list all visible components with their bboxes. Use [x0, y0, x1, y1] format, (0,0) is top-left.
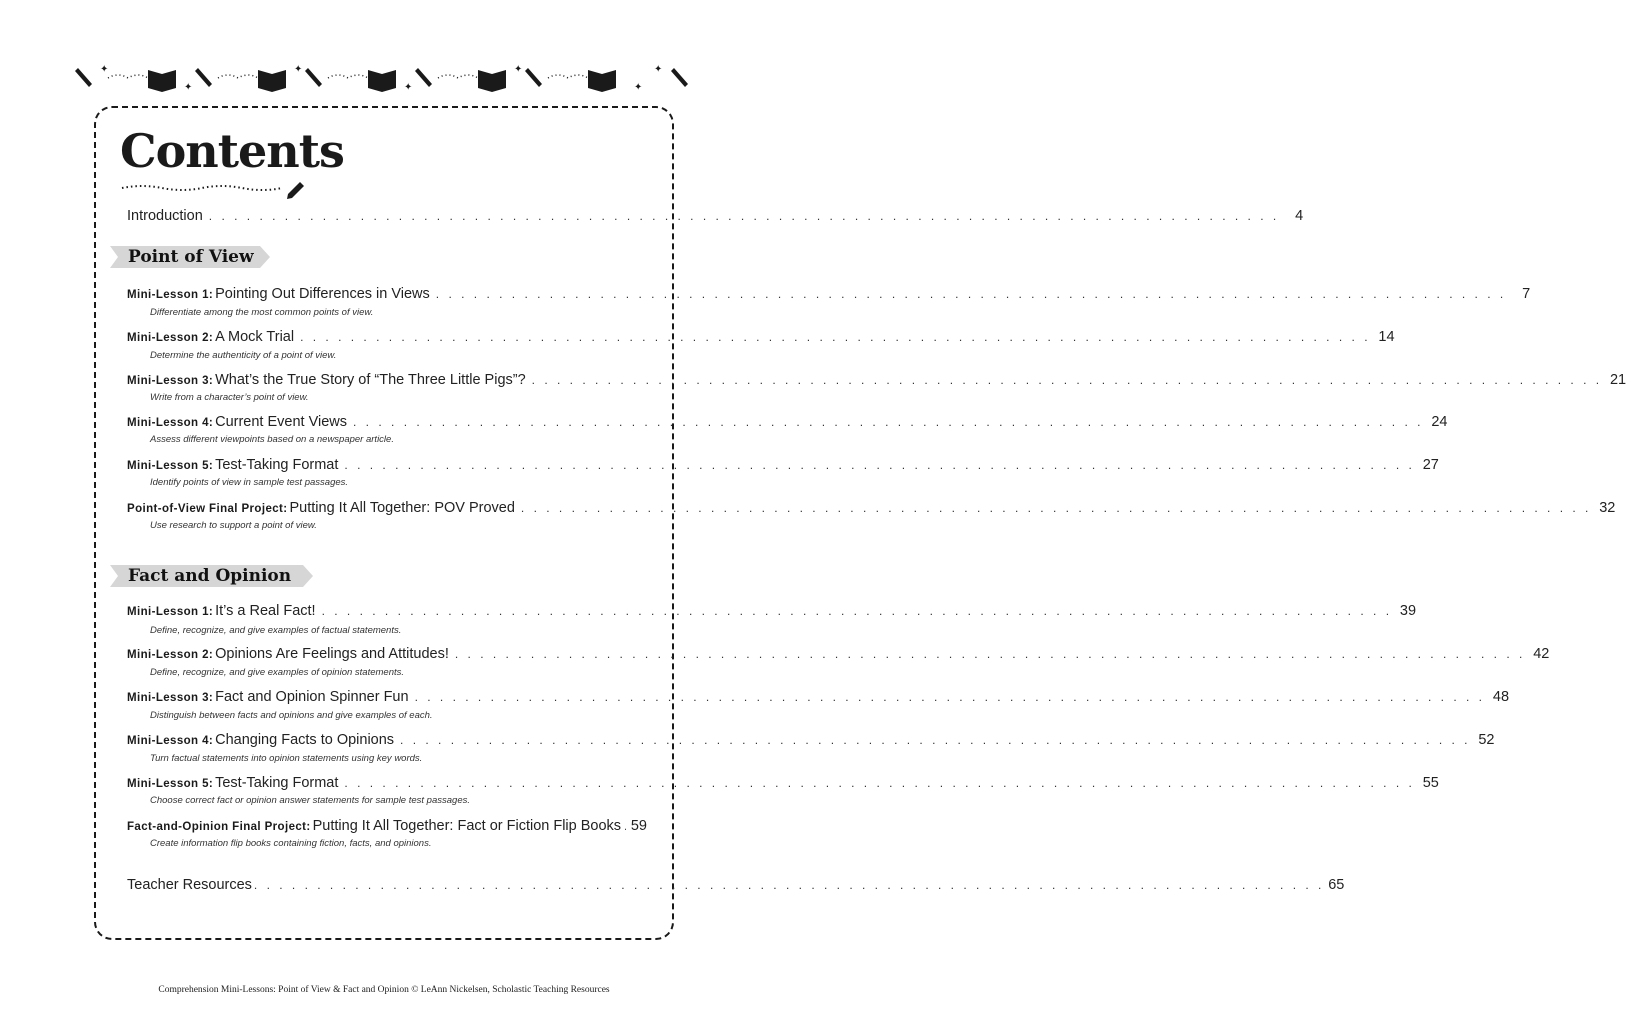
toc-row[interactable] [127, 646, 1550, 666]
toc-row-teacher-resources[interactable] [127, 877, 1345, 897]
toc-entry-title: Test-Taking Format [215, 457, 339, 473]
toc-row[interactable] [127, 414, 1448, 434]
pencil-icon [415, 68, 432, 87]
toc-entry-description: Distinguish between facts and opinions and give examples of each. [150, 710, 433, 721]
star-icon: ✦ [100, 64, 109, 75]
title-block [120, 124, 344, 208]
toc-entry-title: Putting It All Together: POV Proved [289, 500, 515, 516]
toc-row[interactable] [127, 818, 647, 838]
leader-dots: . . . . . . . . . . . . . . . . . . . . . . . . . . . . . . . . . . . . . . . . . . . . . . . . . . . . . . . . . . . . . . . . . . . . . . . . . . . . . . . . . . . . . [344, 776, 1415, 790]
toc-page-number: 59 [630, 818, 647, 834]
pencil-icon [305, 68, 322, 87]
toc-entry-label: Mini-Lesson 1: [127, 289, 214, 301]
toc-entry-label: Mini-Lesson 5: [127, 460, 214, 472]
toc-row[interactable] [127, 775, 1439, 795]
toc-row[interactable] [127, 372, 1626, 392]
dotted-underline-with-pencil [120, 180, 310, 200]
toc-page-number: 21 [1609, 372, 1626, 388]
toc-page-number: 24 [1431, 414, 1448, 430]
toc-page-number: 27 [1422, 457, 1439, 473]
toc-entry-label: Mini-Lesson 2: [127, 332, 214, 344]
toc-entry-label: Mini-Lesson 3: [127, 375, 214, 387]
toc-entry-label: Mini-Lesson 5: [127, 778, 214, 790]
leader-dots: . . . . . . . . . . . . . . . . . . . . . . . . . . . . . . . . . . . . . . . . . . . . . . . . . . . . . . . . . . . . . . . . . . . . . . . . . . . . . . . . . . . . . [414, 690, 1486, 704]
toc-entry-description: Define, recognize, and give examples of opinion statements. [150, 667, 405, 678]
toc-entry-label: Point-of-View Final Project: [127, 503, 288, 515]
pencil-icon [75, 68, 92, 87]
leader-dots: . . . . . . . . . . . . . . . . . . . . . . . . . . . . . . . . . . . . . . . . . . . . . . . . . . . . . . . . . . . . . . . . . . . . . . . . . . . . . . . . . . . . . [400, 733, 1471, 747]
toc-entry-description: Define, recognize, and give examples of factual statements. [150, 625, 402, 636]
leader-dots: . . . . . . . . . . . . . . . . . . . . . . . . . . . . . . . . . . . . . . . . . . . . . . . . . . . . . . . . . . . . . . . . . . . . . . . . . . . . . . . . . . . . . [321, 604, 1393, 618]
toc-page-number: 65 [1328, 877, 1345, 893]
toc-page-number: 7 [1522, 286, 1531, 302]
pencil-icon [525, 68, 542, 87]
toc-entry-description: Write from a character’s point of view. [150, 392, 309, 403]
toc-entry-title: Putting It All Together: Fact or Fiction Flip Books [312, 818, 622, 834]
toc-page-number: 4 [1295, 208, 1304, 224]
toc-entry-title: Fact and Opinion Spinner Fun [215, 689, 409, 705]
toc-entry-label: Mini-Lesson 4: [127, 417, 214, 429]
leader-dots: . . . . . . . . . . . . . . . . . . . . . . . . . . . . . . . . . . . . . . . . . . . . . . . . . . . . . . . . . . . . . . . . . . . . . . . . . . . . . . . . . . . . . [435, 287, 1507, 301]
toc-entry-label: Fact-and-Opinion Final Project: [127, 821, 311, 833]
leader-dots: . . . . . . . . . . . . . . . . . . . . . . . . . . . . . . . . . . . . . . . . . . . . . . . . . . . . . . . . . . . . . . . . . . . . . . . . . . . . . . . . . . . . . [253, 878, 1325, 892]
leader-dots: . . . . . . . . . . . . . . . . . . . . . . . . . . . . . . . . . . . . . . . . . . . . . . . . . . . . . . . . . . . . . . . . . . . . . . . . . . . . . . . . . . . . . [520, 501, 1592, 515]
toc-entry-description: Create information flip books containing fiction, facts, and opinions. [150, 838, 432, 849]
star-icon: ✦ [184, 82, 193, 93]
toc-entry-description: Use research to support a point of view. [150, 520, 317, 531]
toc-row[interactable] [127, 732, 1495, 752]
pencil-icon [195, 68, 212, 87]
toc-page-number: 52 [1478, 732, 1495, 748]
toc-row[interactable] [127, 603, 1417, 623]
toc-entry-label: Mini-Lesson 2: [127, 649, 214, 661]
toc-entry-title: Pointing Out Differences in Views [215, 286, 430, 302]
page-title: Contents [120, 124, 344, 178]
toc-row[interactable] [127, 329, 1395, 349]
star-icon: ✦ [654, 64, 663, 75]
section-title: Fact and Opinion [128, 566, 292, 586]
book-icon [478, 70, 506, 92]
star-icon: ✦ [634, 82, 643, 93]
toc-entry-title: Teacher Resources [127, 877, 252, 893]
star-icon: ✦ [514, 64, 523, 75]
toc-entry-title: Introduction [127, 208, 203, 224]
book-icon [148, 70, 176, 92]
toc-entry-title: Opinions Are Feelings and Attitudes! [215, 646, 449, 662]
toc-row[interactable] [127, 689, 1510, 709]
toc-entry-description: Differentiate among the most common points of view. [150, 307, 374, 318]
leader-dots: . . . . . . . . . . . . . . . . . . . . . . . . . . . . . . . . . . . . . . . . . . . . . . . . . . . . . . . . . . . . . . . . . . . . . . . . . . . . . . . . . . . . . [300, 330, 1371, 344]
toc-page-number: 55 [1422, 775, 1439, 791]
star-icon: ✦ [404, 82, 413, 93]
leader-dots: . . . . . . . . . . . . . . . . . . . . . . . . . . . . . . . . . . . . . . . . . . . . . . . . . . . . . . . . . . . . . . . . . . . . . . . . . . . . . . . . . . . . . [353, 415, 1424, 429]
page-footer: Comprehension Mini-Lessons: Point of View & Fact and Opinion © LeAnn Nickelsen, Scholastic Teaching Resources [158, 985, 610, 995]
toc-page-number: 14 [1378, 329, 1395, 345]
book-icon [258, 70, 286, 92]
toc-entry-title: Test-Taking Format [215, 775, 339, 791]
toc-row-introduction[interactable] [127, 208, 1304, 228]
toc-page-number: 42 [1533, 646, 1550, 662]
toc-entry-label: Mini-Lesson 3: [127, 692, 214, 704]
toc-entry-title: Current Event Views [215, 414, 348, 430]
toc-row[interactable] [127, 457, 1439, 477]
toc-entry-label: Mini-Lesson 4: [127, 735, 214, 747]
toc-row[interactable] [127, 286, 1531, 306]
leader-dots [624, 819, 626, 833]
pencil-icon [671, 68, 688, 87]
pencil-icon [287, 182, 304, 199]
toc-entry-description: Determine the authenticity of a point of view. [150, 350, 337, 361]
toc-entry-description: Assess different viewpoints based on a newspaper article. [150, 434, 394, 445]
toc-page-number: 32 [1599, 500, 1616, 516]
leader-dots: . . . . . . . . . . . . . . . . . . . . . . . . . . . . . . . . . . . . . . . . . . . . . . . . . . . . . . . . . . . . . . . . . . . . . . . . . . . . . . . . . . . . . [531, 373, 1603, 387]
toc-entry-title: What’s the True Story of “The Three Little Pigs”? [215, 372, 526, 388]
leader-dots: . . . . . . . . . . . . . . . . . . . . . . . . . . . . . . . . . . . . . . . . . . . . . . . . . . . . . . . . . . . . . . . . . . . . . . . . . . . . . . . . . . . . . [344, 458, 1415, 472]
toc-entry-title: It’s a Real Fact! [215, 603, 316, 619]
toc-entry-title: A Mock Trial [215, 329, 295, 345]
book-icon [368, 70, 396, 92]
decorative-border [74, 60, 698, 96]
leader-dots: . . . . . . . . . . . . . . . . . . . . . . . . . . . . . . . . . . . . . . . . . . . . . . . . . . . . . . . . . . . . . . . . . . . . . . . . . . . . . . . . . . . . . [454, 647, 1526, 661]
book-icon [588, 70, 616, 92]
toc-entry-label: Mini-Lesson 1: [127, 606, 214, 618]
section-title: Point of View [128, 247, 254, 267]
toc-entry-title: Changing Facts to Opinions [215, 732, 395, 748]
toc-page-number: 48 [1492, 689, 1510, 705]
toc-entry-description: Choose correct fact or opinion answer statements for sample test passages. [150, 795, 470, 806]
toc-entry-description: Identify points of view in sample test passages. [150, 477, 349, 488]
toc-entry-description: Turn factual statements into opinion statements using key words. [150, 753, 423, 764]
star-icon: ✦ [294, 64, 303, 75]
toc-page-number: 39 [1399, 603, 1417, 619]
leader-dots: . . . . . . . . . . . . . . . . . . . . . . . . . . . . . . . . . . . . . . . . . . . . . . . . . . . . . . . . . . . . . . . . . . . . . . . . . . . . . . . . . . . . . [208, 209, 1280, 223]
toc-row[interactable] [127, 500, 1616, 520]
